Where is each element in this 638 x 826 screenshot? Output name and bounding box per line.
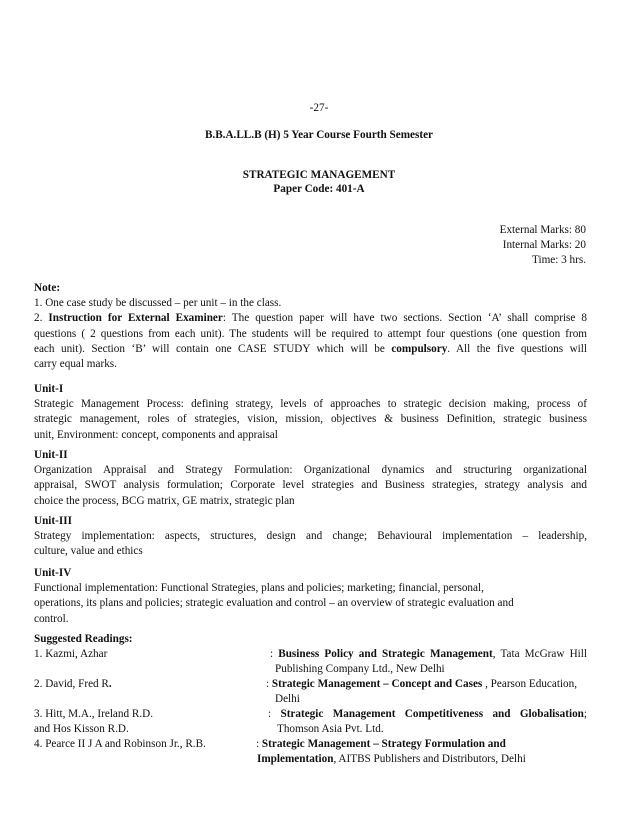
external-marks: External Marks: 80: [499, 224, 586, 236]
reading-colon: :: [270, 648, 279, 660]
exam-time: Time: 3 hrs.: [532, 254, 586, 266]
unit-heading: Unit-I: [34, 383, 64, 395]
reading-1-line-2: Publishing Company Ltd., New Delhi: [275, 663, 445, 675]
unit-heading: Unit-IV: [34, 567, 72, 579]
unit-line: unit, Environment: concept, components and appraisal: [34, 428, 278, 441]
note-line-2: [34, 311, 587, 326]
note-line-4-pre: each unit). Section ‘B’ will contain one CASE STUDY which will be: [34, 342, 392, 355]
reading-colon: :: [266, 678, 272, 690]
reading-4-publisher: , AITBS Publishers and Distributors, Delhi: [333, 753, 526, 765]
unit-line: appraisal, SWOT analysis formulation; Corporate level strategies and Business strategies, strategy analysis and: [34, 479, 587, 492]
reading-4-line-2: [257, 752, 526, 767]
unit-4-section: [34, 566, 587, 627]
reading-3-line-2: Thomson Asia Pvt. Ltd.: [277, 723, 384, 735]
reading-2-line-2: Delhi: [275, 693, 300, 705]
reading-1-publisher: , Tata McGraw Hill: [492, 648, 587, 660]
unit-line: operations, its plans and policies; strategic evaluation and control – an overview of strategic evaluation and: [34, 597, 514, 610]
unit-line: Organization Appraisal and Strategy Formulation: Organizational dynamics and structuring organizational: [34, 464, 587, 477]
reading-colon: :: [268, 708, 281, 720]
reading-1-line-1: [270, 647, 587, 662]
readings-heading: Suggested Readings:: [34, 633, 133, 645]
note-heading: Note:: [34, 282, 61, 294]
note-line-5: carry equal marks.: [34, 358, 117, 371]
reading-3-punct: ;: [583, 708, 588, 720]
note-line-4: [34, 342, 587, 357]
reading-4-author: 4. Pearce II J A and Robinson Jr., R.B.: [34, 738, 206, 750]
reading-2-author: [34, 677, 112, 692]
reading-2-title: Strategic Management – Concept and Cases: [271, 678, 483, 690]
unit-line: choice the process, BCG matrix, GE matrix, strategic plan: [34, 494, 295, 507]
reading-2-author-dot: .: [108, 678, 112, 690]
unit-line: Strategy implementation: aspects, structures, design and change; Behavioural implementation – leadership,: [34, 530, 587, 543]
reading-2-line-1: [266, 677, 577, 692]
unit-line: culture, value and ethics: [34, 545, 143, 558]
unit-line: Strategic Management Process: defining strategy, levels of approaches to strategic decision making, process of: [34, 398, 587, 411]
reading-3-author: 3. Hitt, M.A., Ireland R.D.: [34, 708, 154, 720]
paper-code: Paper Code: 401-A: [273, 183, 365, 195]
reading-2-publisher: , Pearson Education,: [482, 678, 578, 690]
unit-1-section: [34, 382, 587, 443]
note-line-4-post: . All the five questions will: [447, 342, 587, 355]
reading-3-author-2: and Hos Kisson R.D.: [34, 723, 129, 735]
unit-line: strategic management, roles of strategies, vision, mission, objectives & business Definition, strategic business: [34, 413, 587, 426]
note-compulsory: compulsory: [391, 342, 448, 355]
reading-4-line-1: [256, 737, 506, 752]
reading-4-title: Strategic Management – Strategy Formulation and: [261, 738, 506, 750]
internal-marks: Internal Marks: 20: [502, 239, 586, 251]
note-line-3: questions ( 2 questions from each unit). The students will be required to attempt four questions (one question from: [34, 327, 587, 340]
unit-heading: Unit-III: [34, 515, 72, 527]
reading-1-author: 1. Kazmi, Azhar: [34, 648, 108, 660]
reading-colon: :: [256, 738, 262, 750]
note-instruction-text: : The question paper will have two sections. Section ‘A’ shall comprise 8: [222, 312, 587, 325]
reading-1-title: Business Policy and Strategic Management: [278, 648, 493, 660]
reading-4-title-2: Implementation: [257, 753, 334, 765]
course-title: B.B.A.LL.B (H) 5 Year Course Fourth Semester: [204, 129, 434, 141]
note-section: [34, 281, 587, 372]
note-instruction-label: Instruction for External Examiner: [48, 312, 223, 325]
unit-2-section: [34, 448, 587, 509]
note-item-number: 2.: [34, 312, 49, 325]
note-line-1: 1. One case study be discussed – per unit – in the class.: [34, 297, 282, 310]
reading-3-line-1: [268, 707, 587, 722]
reading-2-author-name: 2. David, Fred R: [34, 678, 109, 690]
unit-line: Functional implementation: Functional Strategies, plans and policies; marketing; financial, personal,: [34, 582, 484, 595]
unit-line: control.: [34, 612, 69, 625]
subject-title: STRATEGIC MANAGEMENT: [242, 169, 396, 181]
reading-3-title: Strategic Management Competitiveness and Globalisation: [280, 708, 584, 720]
unit-3-section: [34, 514, 587, 560]
page-number: -27-: [309, 102, 329, 114]
unit-heading: Unit-II: [34, 449, 68, 461]
